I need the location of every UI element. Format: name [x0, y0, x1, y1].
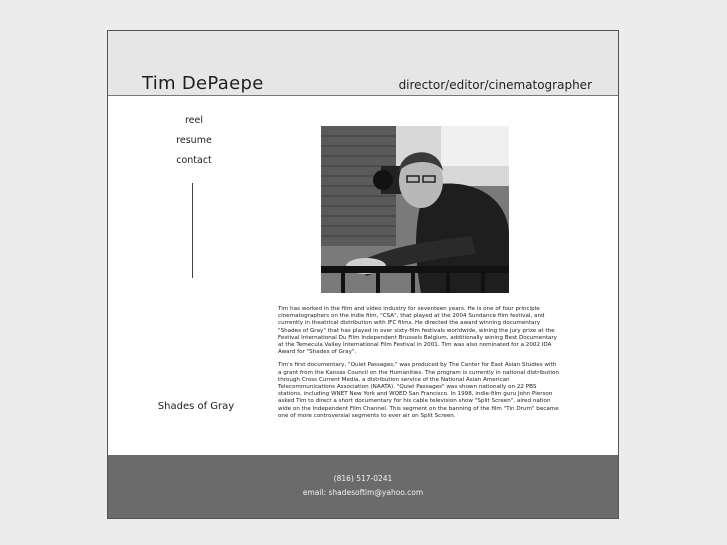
page-frame — [107, 30, 619, 519]
site-title: Tim DePaepe — [142, 73, 264, 94]
nav-divider — [192, 183, 193, 278]
nav-link-reel[interactable]: reel — [184, 115, 204, 126]
contact-phone: (816) 517-0241 — [333, 474, 393, 483]
nav-link-contact[interactable]: contact — [176, 155, 212, 166]
site-tagline: director/editor/cinematographer — [398, 78, 592, 92]
bio-paragraph: Tim has worked in the film and video industry for seventeen years. He is one of four principle cinematographers on the indie film, "CSA", that played at the 2004 Sundance film festival, and currently in theatrical distribution with IFC films. He directed the award winning documentary "Shades of Gray" that has played in over sixty-film festivals worldwide, wining the jury prize at the Festival International Du Film Independent Brussels Belgium, additionally wining Best Documentary at the Temecula Valley International Film Festival in 2001. Tim was also nominated for a 2002 IDA Award for "Shades of Gray". — [278, 306, 557, 356]
main-nav — [164, 111, 224, 171]
site-header — [108, 31, 618, 96]
portrait-photo — [321, 126, 509, 293]
nav-link-resume[interactable]: resume — [176, 135, 212, 146]
contact-email[interactable]: email: shadesoftim@yahoo.com — [302, 488, 424, 497]
bio-text — [278, 306, 560, 426]
site-footer — [108, 455, 618, 518]
bio-paragraph: Tim's first documentary, "Quiet Passages," was produced by The Center for East Asian Studies with a grant from the Kansas Council on the Humanities. The program is currently in national distribution through Cross Current Media, a distribution service of the National Asian American Telecommunications Association (NAATA). "Quiet Passages" was shown nationally on 22 PBS stations, including WNET New York and WQED San Francisco. In 1998, indie-film guru John Pierson asked Tim to direct a short documentary for his cable television show "Split Screen", aired nation wide on the Independent Film Channel. This segment on the banning of the film "Tin Drum" became one of more controversial segments to ever air on Split Screen. — [278, 362, 559, 419]
side-caption: Shades of Gray — [157, 401, 235, 412]
